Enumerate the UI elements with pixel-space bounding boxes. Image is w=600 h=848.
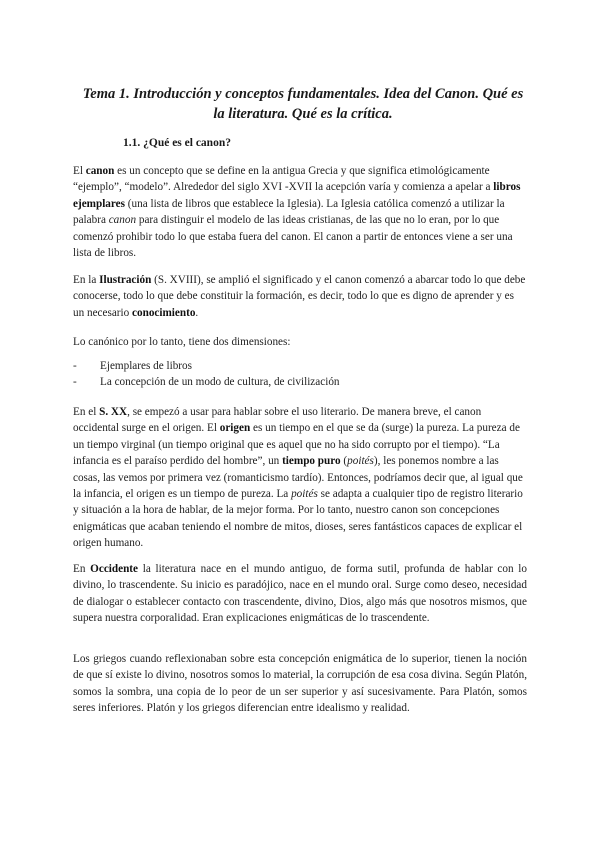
- text-run: la literatura nace en el mundo antiguo, de forma sutil, profunda de hablar con lo divino, lo trascendente. Su inicio es paradójico, nace en el mundo oral. Surge como deseo, necesidad de dialogar o establecer contacto con trascendente, divino, Dios, algo más que nosotros mismos, que supera nuestra corporalidad. Eran explicaciones enigmáticas de lo trascendente.: [73, 563, 527, 625]
- text-run: (: [340, 455, 348, 468]
- italic-term-canon: canon: [108, 214, 137, 227]
- bold-term-conocimiento: conocimiento: [132, 306, 196, 319]
- text-run: En: [73, 563, 91, 575]
- text-run: es un concepto que se define en la antigua Grecia y que significa etimológicamente “ejemplo”, “modelo”. Alrededor del siglo XVI -XVII la acepción varía y comienza a apelar a: [73, 165, 494, 194]
- list-item: [73, 374, 527, 390]
- text-run: (una lista de libros que establece la Iglesia). La Iglesia católica comenzó a utilizar la palabra: [73, 197, 505, 227]
- text-run: se adapta a cualquier tipo de registro literario y situación a la hora de hablar, de la mejor forma. Por lo tanto, nuestro canon son concepciones enigmáticas que acaban teniendo el nombre de mitos, dioses, seres fantásticos capaces de explicar el origen humano.: [73, 488, 523, 550]
- paragraph-canon-definition: [73, 163, 527, 261]
- bold-term-libros-ejemplares: libros ejemplares: [73, 181, 521, 210]
- bold-term-occidente: Occidente: [90, 563, 138, 575]
- document-title: Tema 1. Introducción y conceptos fundamentales. Idea del Canon. Qué es la literatura. Qué es la crítica.: [82, 86, 524, 122]
- section-heading: 1.1. ¿Qué es el canon?: [123, 137, 231, 149]
- bold-term-canon: canon: [85, 165, 115, 177]
- paragraph-occidente: [73, 561, 527, 627]
- list-item: [73, 358, 527, 374]
- text-run: En la: [73, 274, 100, 286]
- paragraph-ilustracion: [73, 272, 527, 321]
- bold-term-s-xx: S. XX: [99, 406, 128, 418]
- italic-term-poites: poités: [347, 455, 374, 468]
- list-item-text: Ejemplares de libros: [100, 360, 192, 372]
- paragraph-dimensions-intro: Lo canónico por lo tanto, tiene dos dimensiones:: [73, 336, 291, 348]
- text-run: En el: [73, 406, 100, 418]
- bold-term-tiempo-puro: tiempo puro: [282, 455, 341, 468]
- italic-term-poites: poités: [291, 488, 318, 501]
- bold-term-ilustracion: Ilustración: [99, 274, 152, 286]
- text-run: es un tiempo en el que se da (surge) la pureza. La pureza de un tiempo virginal (un tiempo original que es aquel que no ha sido corrupto por el tiempo). “La infancia es el paraíso perdido del hombre”, un: [73, 422, 520, 468]
- text-run: , se empezó a usar para hablar sobre el uso literario. De manera breve, el canon occidental surge en el origen. El: [73, 406, 482, 435]
- paragraph-siglo-xx: [73, 404, 527, 552]
- dimensions-list: [73, 358, 527, 391]
- text-run: .: [195, 306, 199, 319]
- text-run: para distinguir el modelo de las ideas cristianas, de las que no lo eran, por lo que comenzó prohibir todo lo que estaba fuera del canon. El canon a partir de entonces viene a ser una lista de libros.: [73, 214, 513, 260]
- paragraph-griegos: Los griegos cuando reflexionaban sobre esta concepción enigmática de lo superior, tienen la noción de que sí existe lo divino, nosotros somos lo material, la corrupción de esa cosa divina. Según Platón, somos la sombra, una copia de lo peor de un ser superior y así sucesivamente. Para Platón, somos seres inferiores. Platón y los griegos diferencian entre idealismo y realidad.: [73, 653, 527, 715]
- text-run: ), les ponemos nombre a las cosas, las vemos por primera vez (romanticismo tardío). Entonces, podríamos decir que, al igual que la infancia, el origen es un tiempo de pureza. La: [73, 455, 523, 501]
- list-bullet: -: [73, 360, 77, 372]
- text-run: (S. XVIII), se amplió el significado y el canon comenzó a abarcar todo lo que debe conocerse, todo lo que debe constituir la formación, es decir, todo lo que es digno de aprender y es un necesario: [73, 274, 526, 319]
- bold-term-origen: origen: [219, 422, 251, 435]
- list-item-text: La concepción de un modo de cultura, de civilización: [100, 376, 340, 389]
- list-bullet: -: [73, 376, 77, 389]
- text-run: El: [73, 165, 86, 177]
